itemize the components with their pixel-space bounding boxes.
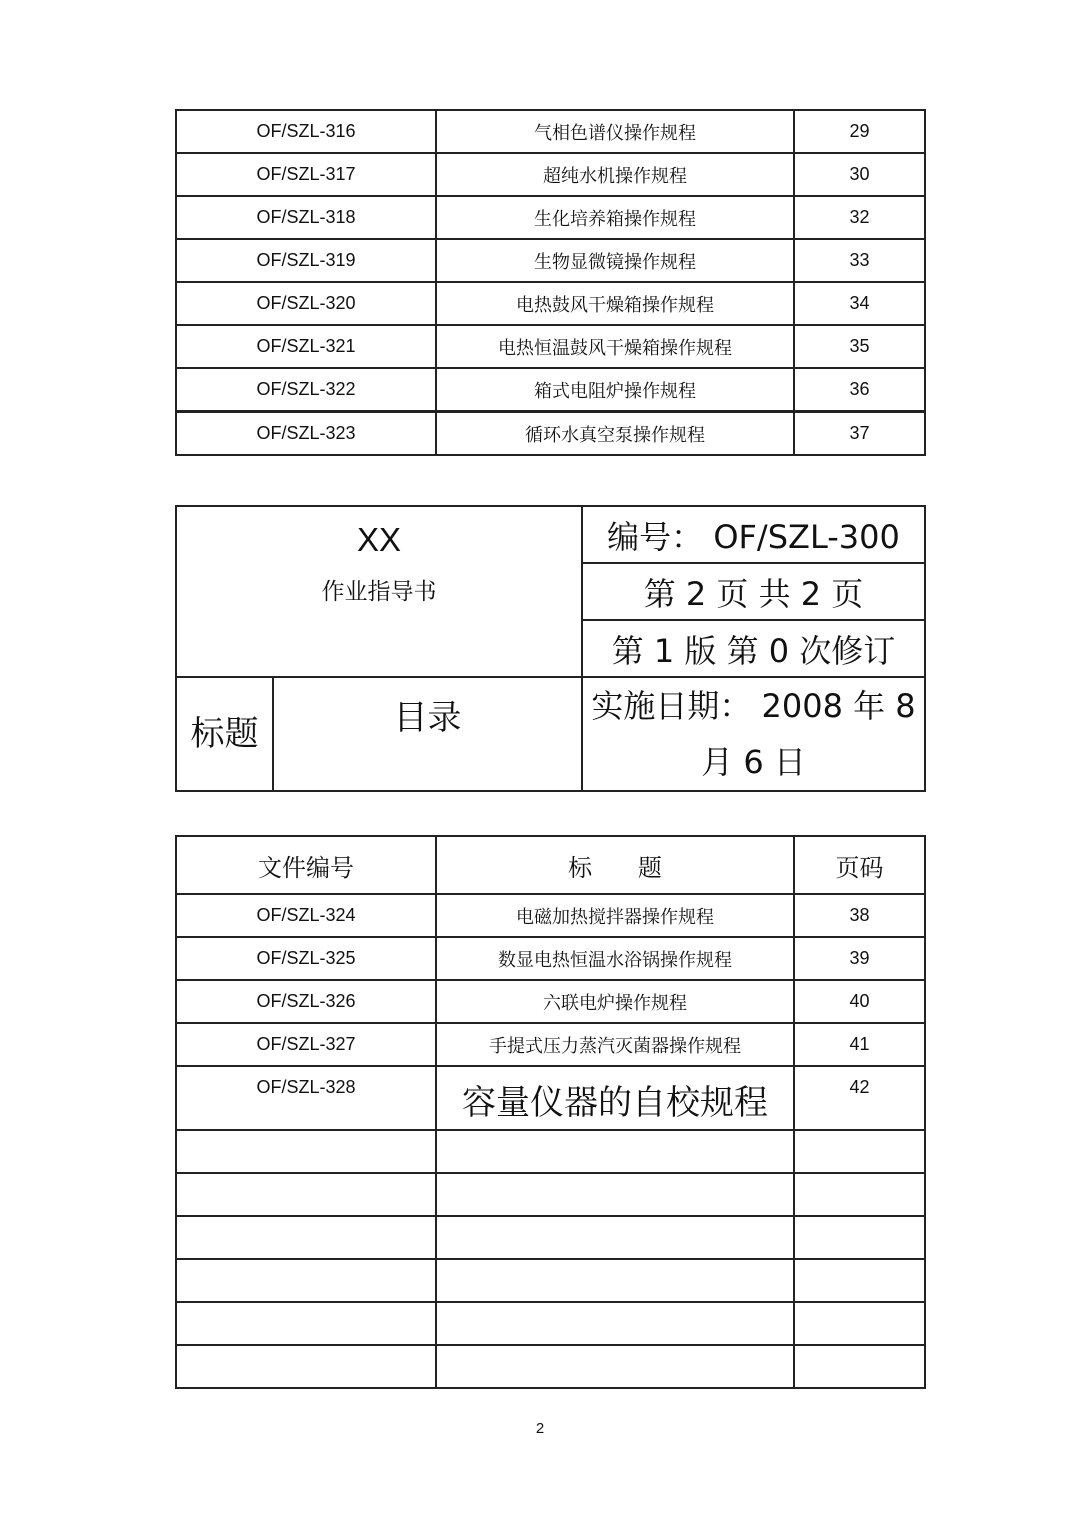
table-row	[176, 110, 925, 153]
doc-page: 37	[794, 412, 925, 456]
doc-page: 34	[794, 282, 925, 325]
doc-title: 循环水真空泵操作规程	[436, 412, 794, 456]
doc-code: OF/SZL-316	[176, 110, 436, 153]
document-number: 编号： OF/SZL-300	[582, 506, 925, 563]
doc-page: 32	[794, 196, 925, 239]
empty-cell	[436, 1259, 794, 1302]
table-row	[176, 937, 925, 980]
empty-cell	[794, 1216, 925, 1259]
doc-code: OF/SZL-328	[176, 1066, 436, 1130]
column-header-page: 页码	[794, 836, 925, 894]
page-info: 第 2 页 共 2 页	[582, 563, 925, 620]
doc-page: 39	[794, 937, 925, 980]
empty-cell	[794, 1173, 925, 1216]
doc-title: 手提式压力蒸汽灭菌器操作规程	[436, 1023, 794, 1066]
empty-cell	[436, 1216, 794, 1259]
doc-code: OF/SZL-319	[176, 239, 436, 282]
doc-code: OF/SZL-323	[176, 412, 436, 456]
doc-title: 生物显微镜操作规程	[436, 239, 794, 282]
doc-code: OF/SZL-320	[176, 282, 436, 325]
empty-row	[176, 1130, 925, 1173]
organization-name: XX	[356, 521, 402, 558]
empty-row	[176, 1259, 925, 1302]
doc-code: OF/SZL-324	[176, 894, 436, 937]
table-row	[176, 153, 925, 196]
empty-cell	[176, 1173, 436, 1216]
empty-cell	[794, 1345, 925, 1388]
effective-date	[582, 677, 925, 791]
empty-cell	[794, 1130, 925, 1173]
table-row	[176, 412, 925, 456]
doc-page: 30	[794, 153, 925, 196]
version-info: 第 1 版 第 0 次修订	[582, 620, 925, 677]
empty-cell	[176, 1302, 436, 1345]
doc-page: 29	[794, 110, 925, 153]
doc-title: 容量仪器的自校规程	[436, 1066, 794, 1130]
doc-code: OF/SZL-322	[176, 368, 436, 412]
toc-table-top	[175, 109, 926, 456]
empty-cell	[176, 1130, 436, 1173]
doc-title: 生化培养箱操作规程	[436, 196, 794, 239]
empty-row	[176, 1216, 925, 1259]
table-row	[176, 1066, 925, 1130]
column-header-title: 标 题	[436, 836, 794, 894]
document-title: 目录	[273, 677, 582, 791]
doc-page: 36	[794, 368, 925, 412]
table-row	[176, 239, 925, 282]
doc-title: 数显电热恒温水浴锅操作规程	[436, 937, 794, 980]
doc-title: 电热鼓风干燥箱操作规程	[436, 282, 794, 325]
table-row	[176, 980, 925, 1023]
table-row	[176, 196, 925, 239]
doc-title: 六联电炉操作规程	[436, 980, 794, 1023]
doc-code: OF/SZL-326	[176, 980, 436, 1023]
column-header-code: 文件编号	[176, 836, 436, 894]
empty-cell	[176, 1216, 436, 1259]
effective-date-line2: 月 6 日	[701, 743, 806, 781]
doc-page: 35	[794, 325, 925, 368]
document-header	[175, 505, 926, 792]
doc-title: 超纯水机操作规程	[436, 153, 794, 196]
doc-code: OF/SZL-321	[176, 325, 436, 368]
empty-cell	[436, 1345, 794, 1388]
doc-page: 41	[794, 1023, 925, 1066]
doc-code: OF/SZL-327	[176, 1023, 436, 1066]
page-number: 2	[535, 1420, 545, 1437]
empty-cell	[436, 1302, 794, 1345]
toc-table-bottom	[175, 835, 926, 1389]
effective-date-line1: 实施日期： 2008 年 8	[591, 687, 916, 725]
empty-cell	[436, 1130, 794, 1173]
empty-cell	[436, 1173, 794, 1216]
table-row	[176, 1023, 925, 1066]
table-row	[176, 282, 925, 325]
empty-row	[176, 1302, 925, 1345]
table-row	[176, 894, 925, 937]
empty-cell	[794, 1259, 925, 1302]
organization-cell	[176, 506, 582, 677]
empty-cell	[176, 1259, 436, 1302]
empty-cell	[794, 1302, 925, 1345]
title-label: 标题	[176, 677, 273, 791]
doc-page: 40	[794, 980, 925, 1023]
doc-title: 电磁加热搅拌器操作规程	[436, 894, 794, 937]
doc-code: OF/SZL-317	[176, 153, 436, 196]
empty-row	[176, 1173, 925, 1216]
table-row	[176, 325, 925, 368]
empty-cell	[176, 1345, 436, 1388]
doc-page: 38	[794, 894, 925, 937]
doc-title: 气相色谱仪操作规程	[436, 110, 794, 153]
doc-code: OF/SZL-325	[176, 937, 436, 980]
doc-title: 箱式电阻炉操作规程	[436, 368, 794, 412]
document-type: 作业指导书	[321, 579, 437, 605]
doc-title: 电热恒温鼓风干燥箱操作规程	[436, 325, 794, 368]
empty-row	[176, 1345, 925, 1388]
table-header-row	[176, 836, 925, 894]
doc-page: 33	[794, 239, 925, 282]
doc-code: OF/SZL-318	[176, 196, 436, 239]
doc-page: 42	[794, 1066, 925, 1130]
table-row	[176, 368, 925, 412]
